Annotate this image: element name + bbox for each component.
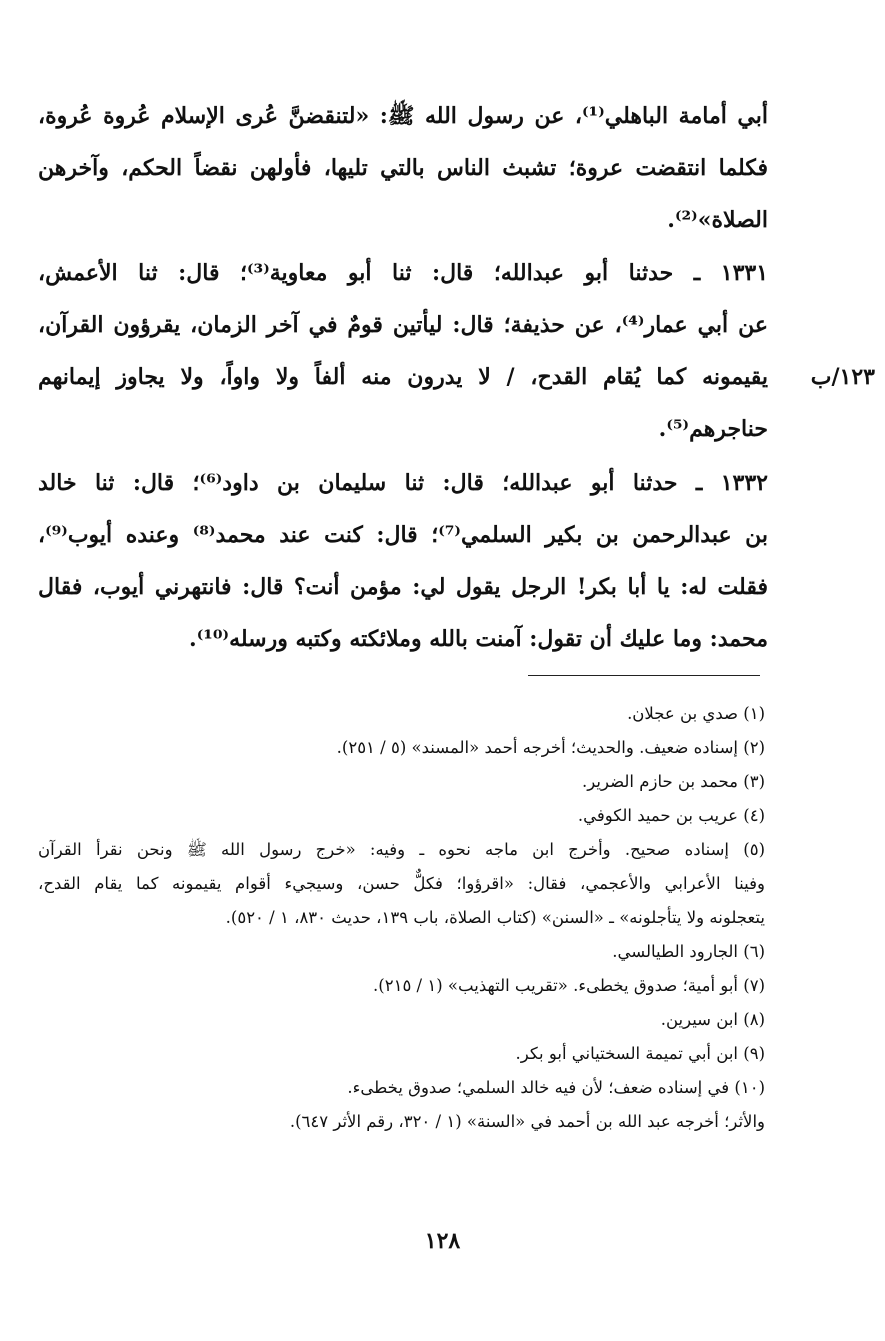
footnote: (٢) إسناده ضعيف. والحديث؛ أخرجه أحمد «المسند» (٥ / ٢٥١). [336,738,765,757]
footnote: (٥) إسناده صحيح. وأخرج ابن ماجه نحوه ـ وفيه: «خرج رسول الله ﷺ ونحن نقرأ القرآن [38,840,765,859]
footnote: (٣) محمد بن حازم الضرير. [582,772,765,791]
text-line: فكلما انتقضت عروة؛ تشبث الناس بالتي تليها، فأولهن نقضاً الحكم، وآخرهن [38,155,768,181]
paragraph-hadith-1331 [38,247,768,455]
manuscript-folio-marker: ١٢٣/ب [810,364,875,390]
text-line: حناجرهم⁽⁵⁾. [658,416,768,442]
text-line: ١٣٣٢ ـ حدثنا أبو عبدالله؛ قال: ثنا سليمان بن داود⁽⁶⁾؛ قال: ثنا خالد [38,470,768,496]
footnote: (٧) أبو أمية؛ صدوق يخطىء. «تقريب التهذيب» (١ / ٢١٥). [373,976,765,995]
text-line: ١٣٣١ ـ حدثنا أبو عبدالله؛ قال: ثنا أبو معاوية⁽³⁾؛ قال: ثنا الأعمش، [38,260,768,286]
footnote-separator [528,675,760,676]
text-line: عن أبي عمار⁽⁴⁾، عن حذيفة؛ قال: ليأتين قومٌ في آخر الزمان، يقرؤون القرآن، [38,312,768,338]
text-line: الصلاة»⁽²⁾. [667,207,768,233]
footnote: (٨) ابن سيرين. [660,1010,765,1029]
footnotes [38,697,765,1139]
footnote: (١٠) في إسناده ضعف؛ لأن فيه خالد السلمي؛ صدوق يخطىء. [347,1078,765,1097]
footnote-continuation: يتعجلونه ولا يتأجلونه» ـ «السنن» (كتاب الصلاة، باب ١٣٩، حديث ٨٣٠، ١ / ٥٢٠). [225,908,765,927]
text-line: فقلت له: يا أبا بكر! الرجل يقول لي: مؤمن أنت؟ قال: فانتهرني أيوب، فقال [38,574,768,600]
text-line: أبي أمامة الباهلي⁽¹⁾، عن رسول الله ﷺ: «لتنقضنَّ عُرى الإسلام عُروة عُروة، [38,103,768,129]
text-line: محمد: وما عليك أن تقول: آمنت بالله وملائكته وكتبه ورسله⁽¹⁰⁾. [189,626,768,652]
footnote: (٦) الجارود الطيالسي. [612,942,765,961]
paragraph-hadith-1332 [38,457,768,665]
page-number: ١٢٨ [424,1228,461,1254]
text-line: بن عبدالرحمن بن بكير السلمي⁽⁷⁾؛ قال: كنت عند محمد⁽⁸⁾ وعنده أيوب⁽⁹⁾، [38,522,768,548]
footnote: (٤) عريب بن حميد الكوفي. [577,806,765,825]
footnote: (٩) ابن أبي تميمة السختياني أبو بكر. [515,1044,765,1063]
paragraph-1 [38,90,768,246]
text-line: يقيمونه كما يُقام القدح، / لا يدرون منه ألفاً ولا واواً، ولا يجاوز إيمانهم [38,364,768,390]
footnote-continuation: وفينا الأعرابي والأعجمي، فقال: «اقرؤوا؛ فكلٌّ حسن، وسيجيء أقوام يقيمونه كما يقام القدح، [38,874,765,893]
footnote: (١) صدي بن عجلان. [627,704,765,723]
footnote-continuation: والأثر؛ أخرجه عبد الله بن أحمد في «السنة» (١ / ٣٢٠، رقم الأثر ٦٤٧). [289,1112,765,1131]
